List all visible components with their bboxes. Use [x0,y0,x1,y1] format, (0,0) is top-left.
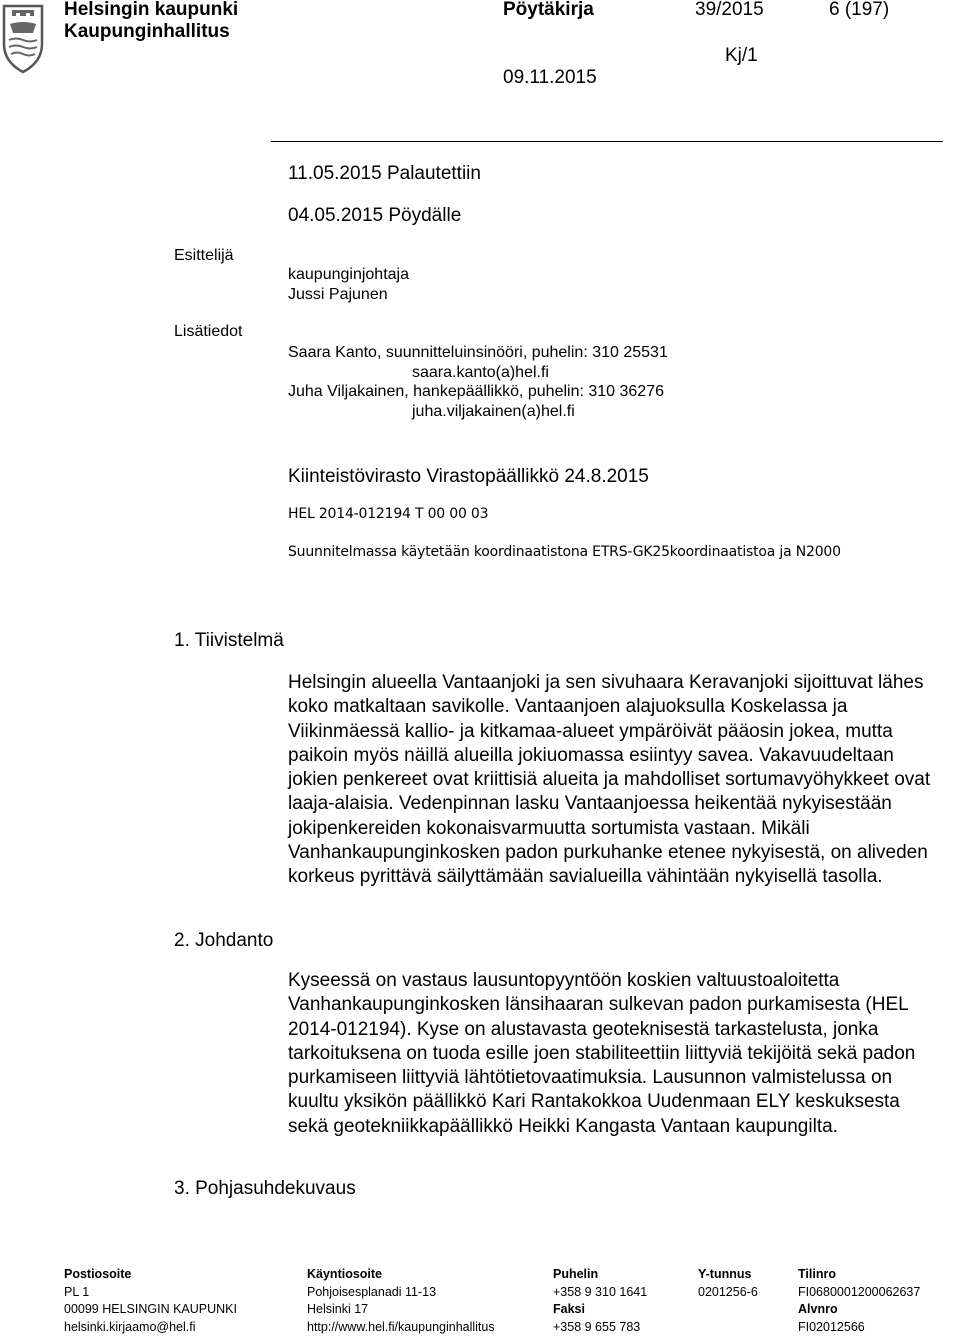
footer-phone: Puhelin +358 9 310 1641 Faksi +358 9 655 783 [553,1266,647,1336]
contact-viljakainen: Juha Viljakainen, hankepäällikkö, puhelin: 310 36276 [288,383,664,401]
section-code: Kj/1 [725,45,758,67]
history-tabled: 04.05.2015 Pöydälle [288,205,461,227]
section-soil-title: 3. Pohjasuhdekuvaus [174,1178,356,1200]
history-returned: 11.05.2015 Palautettiin [288,163,481,185]
city-name: Helsingin kaupunki [64,0,238,21]
statement-heading: Kiinteistövirasto Virastopäällikkö 24.8.2015 [288,466,649,488]
presenter-label: Esittelijä [174,247,234,265]
email-viljakainen: juha.viljakainen(a)hel.fi [412,403,575,421]
presenter-title: kaupunginjohtaja [288,266,409,284]
page-number: 6 (197) [829,0,889,21]
info-label: Lisätiedot [174,323,243,341]
section-intro-text: Kyseessä on vastaus lausuntopyyntöön koskien valtuustoaloitetta Vanhankaupunginkosken länsihaaran sulkevan padon purkamisesta (HEL 2014-012194). Kyse on alustavasta geoteknisestä tarkastelusta, jonka tarkoituksena on tuoda esille joen stabiliteettiin liittyviä tekijöitä sekä padon purkamiseen liittyviä lähtötietovaatimuksia. Lausunnon valmistelussa on kuultu yksikön päällikkö Kari Rantakokkoa Uudenmaan ELY keskuksesta sekä geotekniikkapäällikkö Heikki Kangasta Vantaan kaupungilta. [288,969,938,1139]
contact-kanto: Saara Kanto, suunnitteluinsinööri, puhelin: 310 25531 [288,344,668,362]
meeting-date: 09.11.2015 [503,67,597,89]
presenter-name: Jussi Pajunen [288,286,388,304]
footer-account: Tilinro FI0680001200062637 Alvnro FI02012566 [798,1266,920,1336]
section-intro-title: 2. Johdanto [174,930,273,952]
city-council-link[interactable]: http://www.hel.fi/kaupunginhallitus [307,1319,495,1336]
helsinki-coat-of-arms-logo [0,0,46,74]
footer-business-id: Y-tunnus 0201256-6 [698,1266,758,1301]
footer-visiting-address: Käyntiosoite Pohjoisesplanadi 11-13 Helsinki 17 http://www.hel.fi/kaupunginhallitus [307,1266,495,1336]
council-name: Kaupunginhallitus [64,21,230,43]
section-summary-text: Helsingin alueella Vantaanjoki ja sen sivuhaara Keravanjoki sijoittuvat lähes koko matkaltaan savikolle. Vantaanjoen alajuoksulla Koskelassa ja Viikinmäessä kallio- ja kitkamaa-alueet ympäröivät pääosin jokea, mutta paikoin myös näillä alueilla jokiuomassa esiintyy savea. Vakavuudeltaan jokien penkereet ovat kriittisiä alueita ja mahdolliset sortumavyöhykkeet ovat laaja-alaisia. Vedenpinnan lasku Vantaanjoessa heikentää nykyisestään jokipenkereiden kokonaisvarmuutta sortumista vastaan. Mikäli Vanhankaupunginkosken padon purkuhanke etenee nykyisestä, on aliveden korkeus pyrittävä säilyttämään savialueilla vähintään nykyisellä tasolla. [288,671,938,890]
coordinate-system-note: Suunnitelmassa käytetään koordinaatistona ETRS-GK25koordinaatistoa ja N2000 [288,544,841,560]
section-summary-title: 1. Tiivistelmä [174,630,284,652]
document-number: 39/2015 [695,0,764,21]
document-type: Pöytäkirja [503,0,594,21]
reference-number: HEL 2014-012194 T 00 00 03 [288,506,488,522]
email-kanto: saara.kanto(a)hel.fi [412,364,549,382]
header-divider [271,141,943,142]
footer-postal-address: Postiosoite PL 1 00099 HELSINGIN KAUPUNKI helsinki.kirjaamo@hel.fi [64,1266,237,1336]
